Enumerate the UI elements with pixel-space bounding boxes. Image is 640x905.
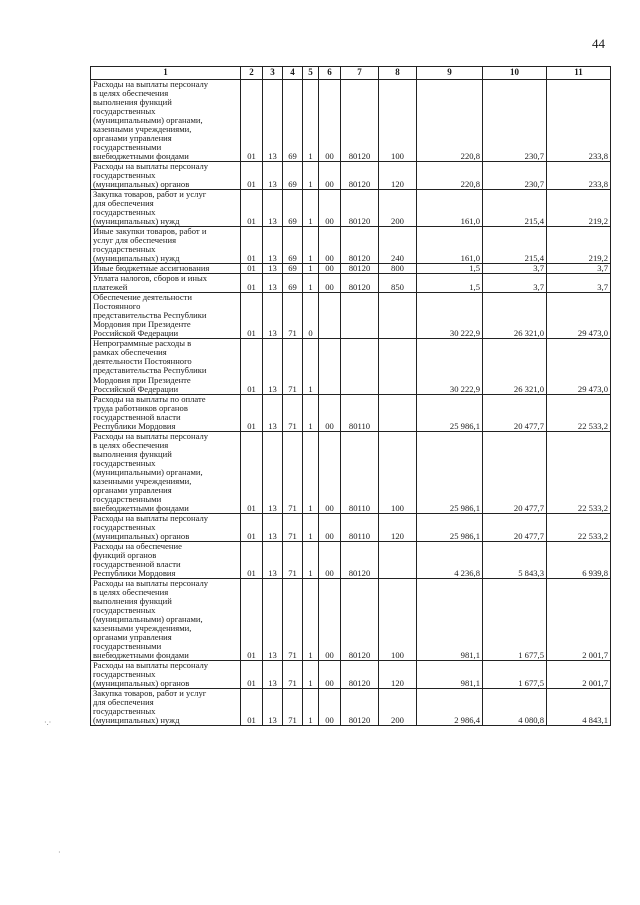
cell-c5: 1: [303, 431, 319, 513]
table-row: [91, 264, 611, 274]
cell-c3: 13: [263, 394, 283, 431]
cell-c2: 01: [241, 274, 263, 293]
cell-c9: 25 986,1: [417, 431, 483, 513]
cell-c6: 00: [319, 541, 341, 578]
cell-c2: 01: [241, 227, 263, 264]
cell-c7: 80120: [341, 541, 379, 578]
cell-c7: 80110: [341, 394, 379, 431]
cell-c10: 215,4: [483, 190, 547, 227]
cell-c7: 80120: [341, 80, 379, 162]
cell-c3: 13: [263, 339, 283, 394]
row-description: Иные бюджетные ассигнования: [91, 264, 241, 274]
cell-c8: [379, 339, 417, 394]
cell-c3: 13: [263, 227, 283, 264]
cell-c5: 1: [303, 689, 319, 726]
cell-c7: 80120: [341, 274, 379, 293]
cell-c8: 120: [379, 660, 417, 688]
cell-c8: 100: [379, 431, 417, 513]
cell-c6: 00: [319, 80, 341, 162]
cell-c9: 25 986,1: [417, 513, 483, 541]
cell-c7: 80120: [341, 227, 379, 264]
cell-c3: 13: [263, 689, 283, 726]
cell-c11: 219,2: [547, 190, 611, 227]
col-header: 8: [379, 67, 417, 80]
row-description: Иные закупки товаров, работ и услуг для обеспечения государственных (муниципальных) нужд: [91, 227, 241, 264]
row-description: Закупка товаров, работ и услуг для обеспечения государственных (муниципальных) нужд: [91, 689, 241, 726]
cell-c5: 0: [303, 293, 319, 339]
cell-c3: 13: [263, 264, 283, 274]
cell-c4: 69: [283, 274, 303, 293]
col-header: 11: [547, 67, 611, 80]
cell-c4: 71: [283, 660, 303, 688]
cell-c10: 20 477,7: [483, 394, 547, 431]
cell-c5: 1: [303, 264, 319, 274]
cell-c5: 1: [303, 578, 319, 660]
table-row: [91, 431, 611, 513]
page-number: 44: [592, 36, 605, 51]
cell-c10: 3,7: [483, 264, 547, 274]
col-header: 1: [91, 67, 241, 80]
cell-c3: 13: [263, 513, 283, 541]
cell-c11: 22 533,2: [547, 431, 611, 513]
cell-c11: 29 473,0: [547, 293, 611, 339]
cell-c7: 80110: [341, 513, 379, 541]
cell-c11: 233,8: [547, 80, 611, 162]
cell-c4: 71: [283, 541, 303, 578]
cell-c5: 1: [303, 80, 319, 162]
cell-c9: 2 986,4: [417, 689, 483, 726]
cell-c7: 80120: [341, 660, 379, 688]
cell-c2: 01: [241, 578, 263, 660]
cell-c2: 01: [241, 80, 263, 162]
cell-c9: 161,0: [417, 227, 483, 264]
cell-c4: 71: [283, 293, 303, 339]
row-description: Обеспечение деятельности Постоянного представительства Республики Мордовия при Президенте Российской Федерации: [91, 293, 241, 339]
row-description: Расходы на выплаты персоналу в целях обеспечения выполнения функций государственных (муниципальными) органами, казенными учреждениями, органами управления государственными внебюджетными фондами: [91, 431, 241, 513]
cell-c8: 240: [379, 227, 417, 264]
cell-c8: [379, 541, 417, 578]
cell-c11: 2 001,7: [547, 660, 611, 688]
cell-c10: 230,7: [483, 162, 547, 190]
row-description: Уплата налогов, сборов и иных платежей: [91, 274, 241, 293]
col-header: 4: [283, 67, 303, 80]
table-row: [91, 162, 611, 190]
cell-c6: 00: [319, 274, 341, 293]
cell-c9: 161,0: [417, 190, 483, 227]
cell-c7: 80120: [341, 264, 379, 274]
cell-c2: 01: [241, 394, 263, 431]
col-header: 3: [263, 67, 283, 80]
cell-c8: 100: [379, 578, 417, 660]
table-row: [91, 394, 611, 431]
row-description: Непрограммные расходы в рамках обеспечения деятельности Постоянного представительства Республики Мордовия при Президенте Российской Федерации: [91, 339, 241, 394]
cell-c11: 29 473,0: [547, 339, 611, 394]
cell-c4: 69: [283, 227, 303, 264]
cell-c9: 981,1: [417, 660, 483, 688]
scan-mark: ·: [58, 848, 61, 857]
row-description: Расходы на выплаты персоналу государственных (муниципальных) органов: [91, 513, 241, 541]
cell-c6: [319, 339, 341, 394]
cell-c9: 1,5: [417, 274, 483, 293]
cell-c9: 25 986,1: [417, 394, 483, 431]
col-header: 6: [319, 67, 341, 80]
cell-c8: [379, 293, 417, 339]
cell-c6: 00: [319, 660, 341, 688]
cell-c6: 00: [319, 227, 341, 264]
row-description: Расходы на выплаты персоналу в целях обеспечения выполнения функций государственных (муниципальными) органами, казенными учреждениями, органами управления государственными внебюджетными фондами: [91, 80, 241, 162]
cell-c10: 1 677,5: [483, 578, 547, 660]
cell-c10: 20 477,7: [483, 431, 547, 513]
cell-c6: 00: [319, 190, 341, 227]
cell-c10: 5 843,3: [483, 541, 547, 578]
cell-c9: 4 236,8: [417, 541, 483, 578]
cell-c11: 22 533,2: [547, 513, 611, 541]
cell-c6: 00: [319, 578, 341, 660]
cell-c11: 22 533,2: [547, 394, 611, 431]
cell-c2: 01: [241, 190, 263, 227]
cell-c8: 850: [379, 274, 417, 293]
cell-c9: 30 222,9: [417, 339, 483, 394]
cell-c10: 1 677,5: [483, 660, 547, 688]
table-row: [91, 339, 611, 394]
cell-c7: [341, 339, 379, 394]
cell-c4: 69: [283, 190, 303, 227]
cell-c8: 200: [379, 689, 417, 726]
col-header: 2: [241, 67, 263, 80]
row-description: Расходы на выплаты персоналу государственных (муниципальных) органов: [91, 162, 241, 190]
budget-table: [90, 66, 611, 726]
cell-c11: 6 939,8: [547, 541, 611, 578]
cell-c9: 30 222,9: [417, 293, 483, 339]
cell-c4: 71: [283, 431, 303, 513]
cell-c6: 00: [319, 162, 341, 190]
cell-c5: 1: [303, 660, 319, 688]
cell-c3: 13: [263, 293, 283, 339]
cell-c5: 1: [303, 162, 319, 190]
cell-c4: 69: [283, 264, 303, 274]
cell-c9: 981,1: [417, 578, 483, 660]
cell-c5: 1: [303, 513, 319, 541]
cell-c9: 220,8: [417, 80, 483, 162]
row-description: Расходы на выплаты персоналу государственных (муниципальных) органов: [91, 660, 241, 688]
cell-c9: 1,5: [417, 264, 483, 274]
cell-c3: 13: [263, 190, 283, 227]
table-row: [91, 190, 611, 227]
cell-c3: 13: [263, 541, 283, 578]
table-row: [91, 274, 611, 293]
cell-c6: 00: [319, 689, 341, 726]
table-row: [91, 541, 611, 578]
table-row: [91, 227, 611, 264]
table-row: [91, 660, 611, 688]
cell-c4: 71: [283, 513, 303, 541]
cell-c2: 01: [241, 293, 263, 339]
cell-c6: 00: [319, 394, 341, 431]
cell-c11: 3,7: [547, 264, 611, 274]
col-header: 5: [303, 67, 319, 80]
cell-c6: 00: [319, 264, 341, 274]
cell-c10: 20 477,7: [483, 513, 547, 541]
cell-c3: 13: [263, 578, 283, 660]
table-row: [91, 293, 611, 339]
cell-c6: 00: [319, 431, 341, 513]
scan-mark: ·.·: [44, 718, 52, 727]
cell-c2: 01: [241, 162, 263, 190]
cell-c6: [319, 293, 341, 339]
table-row: [91, 513, 611, 541]
cell-c2: 01: [241, 339, 263, 394]
table-row: [91, 80, 611, 162]
cell-c11: 4 843,1: [547, 689, 611, 726]
cell-c9: 220,8: [417, 162, 483, 190]
cell-c2: 01: [241, 660, 263, 688]
row-description: Расходы на обеспечение функций органов государственной власти Республики Мордовия: [91, 541, 241, 578]
cell-c8: 800: [379, 264, 417, 274]
cell-c4: 69: [283, 80, 303, 162]
cell-c4: 69: [283, 162, 303, 190]
cell-c2: 01: [241, 541, 263, 578]
cell-c7: 80120: [341, 578, 379, 660]
cell-c4: 71: [283, 394, 303, 431]
cell-c10: 4 080,8: [483, 689, 547, 726]
col-header: 10: [483, 67, 547, 80]
cell-c10: 215,4: [483, 227, 547, 264]
cell-c5: 1: [303, 394, 319, 431]
cell-c2: 01: [241, 689, 263, 726]
cell-c10: 230,7: [483, 80, 547, 162]
cell-c10: 3,7: [483, 274, 547, 293]
cell-c3: 13: [263, 660, 283, 688]
cell-c6: 00: [319, 513, 341, 541]
cell-c2: 01: [241, 513, 263, 541]
cell-c11: 219,2: [547, 227, 611, 264]
cell-c3: 13: [263, 162, 283, 190]
cell-c2: 01: [241, 431, 263, 513]
cell-c5: 1: [303, 190, 319, 227]
cell-c3: 13: [263, 274, 283, 293]
table-body: [91, 80, 611, 726]
header-row: [91, 67, 611, 80]
cell-c5: 1: [303, 339, 319, 394]
cell-c11: 2 001,7: [547, 578, 611, 660]
col-header: 9: [417, 67, 483, 80]
row-description: Закупка товаров, работ и услуг для обеспечения государственных (муниципальных) нужд: [91, 190, 241, 227]
row-description: Расходы на выплаты по оплате труда работников органов государственной власти Республики Мордовия: [91, 394, 241, 431]
cell-c7: 80120: [341, 162, 379, 190]
cell-c8: 100: [379, 80, 417, 162]
cell-c4: 71: [283, 578, 303, 660]
cell-c10: 26 321,0: [483, 293, 547, 339]
cell-c7: 80110: [341, 431, 379, 513]
cell-c4: 71: [283, 339, 303, 394]
cell-c11: 3,7: [547, 274, 611, 293]
row-description: Расходы на выплаты персоналу в целях обеспечения выполнения функций государственных (муниципальными) органами, казенными учреждениями, органами управления государственными внебюджетными фондами: [91, 578, 241, 660]
table-row: [91, 578, 611, 660]
cell-c3: 13: [263, 80, 283, 162]
cell-c11: 233,8: [547, 162, 611, 190]
table-row: [91, 689, 611, 726]
cell-c4: 71: [283, 689, 303, 726]
cell-c7: 80120: [341, 190, 379, 227]
cell-c10: 26 321,0: [483, 339, 547, 394]
cell-c5: 1: [303, 274, 319, 293]
cell-c8: [379, 394, 417, 431]
cell-c5: 1: [303, 227, 319, 264]
cell-c8: 120: [379, 162, 417, 190]
cell-c2: 01: [241, 264, 263, 274]
col-header: 7: [341, 67, 379, 80]
cell-c7: 80120: [341, 689, 379, 726]
cell-c7: [341, 293, 379, 339]
cell-c5: 1: [303, 541, 319, 578]
cell-c8: 120: [379, 513, 417, 541]
cell-c3: 13: [263, 431, 283, 513]
cell-c8: 200: [379, 190, 417, 227]
